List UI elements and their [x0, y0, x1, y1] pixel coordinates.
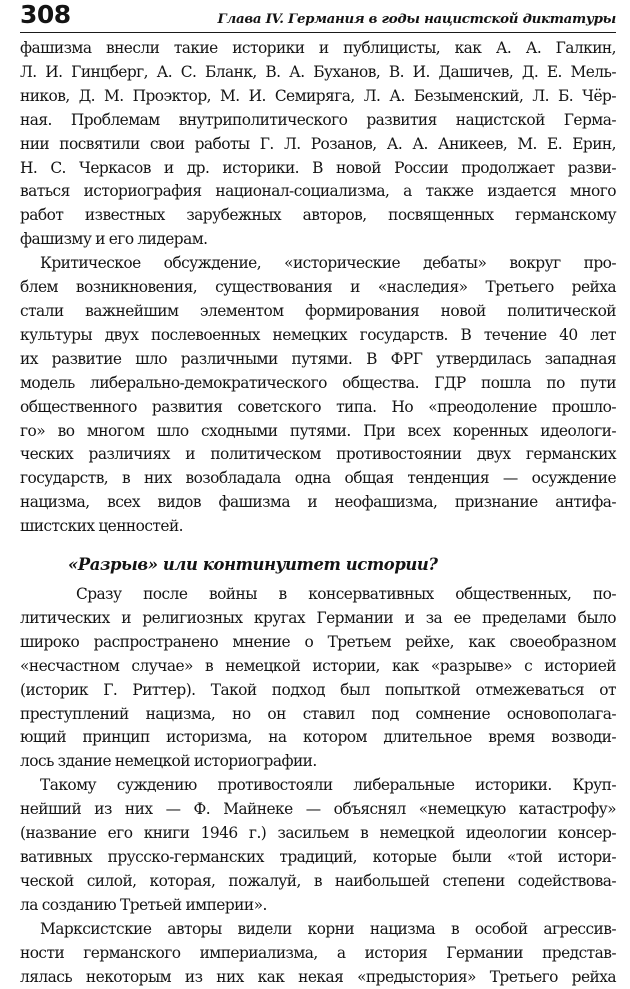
- page-header: [20, 0, 616, 33]
- text-line: «несчастном случае» в немецкой истории, как «разрыве» с историей: [20, 656, 616, 675]
- running-title: Глава IV. Германия в годы нацистской диктатуры: [217, 11, 616, 27]
- text-line: (историк Г. Риттер). Такой подход был попыткой отмежеваться от: [20, 680, 616, 699]
- text-line: модель либерально-демократического общества. ГДР пошла по пути: [20, 373, 616, 392]
- text-line: вативных прусско-германских традиций, которые были «той истори-: [20, 848, 616, 866]
- text-line: Н. С. Черкасов и др. историки. В новой России продолжает разви-: [20, 158, 616, 177]
- text-line: ная. Проблемам внутриполитического развития нацистской Герма-: [20, 110, 616, 129]
- text-line: Критическое обсуждение, «исторические дебаты» вокруг про-: [40, 254, 616, 273]
- text-line: блем возникновения, существования и «наследия» Третьего рейха: [20, 278, 616, 297]
- text-line: преступлений нацизма, но он ставил под сомнение основополага-: [20, 704, 616, 723]
- text-line: лялась некоторым из них как некая «предыстория» Третьего рейха: [20, 967, 616, 986]
- text-line: ников, Д. М. Проэктор, М. И. Семиряга, Л. А. Безыменский, Л. Б. Чёр-: [20, 86, 616, 105]
- page-body: [20, 37, 616, 989]
- page-number: 308: [20, 0, 71, 29]
- paragraph: [20, 583, 616, 774]
- text-line: фашизму и его лидерам.: [20, 230, 208, 249]
- text-line: их развитие шло различными путями. В ФРГ утвердилась западная: [20, 349, 616, 368]
- text-line: работ известных зарубежных авторов, посвященных германскому: [20, 206, 616, 225]
- paragraph: [20, 252, 616, 539]
- text-line: ности германского империализма, а история Германии представ-: [20, 943, 616, 962]
- text-line: нацизма, всех видов фашизма и неофашизма, признание антифа-: [20, 493, 616, 512]
- paragraph: [20, 918, 616, 989]
- text-line: культуры двух послевоенных немецких государств. В течение 40 лет: [20, 325, 616, 344]
- text-line: Л. И. Гинцберг, А. С. Бланк, В. А. Буханов, В. И. Дашичев, Д. Е. Мель-: [20, 62, 616, 81]
- text-line: ющий принцип историзма, на котором длительное время возводи-: [20, 728, 616, 747]
- text-line: лось здание немецкой историографии.: [20, 752, 317, 771]
- text-line: ческих различиях и политическом противостоянии двух германских: [20, 445, 616, 464]
- text-line: государств, в них возобладала одна общая тенденция — осуждение: [20, 469, 616, 488]
- text-line: шистских ценностей.: [20, 517, 183, 536]
- text-line: (название его книги 1946 г.) засильем в немецкой идеологии консер-: [20, 824, 616, 843]
- paragraph: [20, 774, 616, 917]
- text-line: Сразу после войны в консервативных общественных, по-: [76, 585, 616, 604]
- text-line: нии посвятили свои работы Г. Л. Розанов, А. А. Аникеев, М. Е. Ерин,: [20, 134, 616, 153]
- text-line: Марксистские авторы видели корни нацизма в особой агрессив-: [40, 919, 616, 938]
- text-line: стали важнейшим элементом формирования новой политической: [20, 301, 616, 320]
- text-line: ваться историография национал-социализма, а также издается много: [20, 182, 616, 201]
- section-heading: «Разрыв» или континуитет истории?: [68, 555, 438, 575]
- text-line: литических и религиозных кругах Германии и за ее пределами было: [20, 608, 616, 627]
- text-line: общественного развития советского типа. Но «преодоление прошло-: [20, 397, 616, 416]
- paragraph: [20, 37, 616, 252]
- text-line: Такому суждению противостояли либеральные историки. Круп-: [40, 776, 616, 795]
- text-line: го» во многом шло сходными путями. При всех коренных идеологи-: [20, 421, 616, 440]
- text-line: фашизма внесли такие историки и публицисты, как А. А. Галкин,: [20, 39, 616, 57]
- text-line: ла созданию Третьей империи».: [20, 895, 267, 914]
- text-line: широко распространено мнение о Третьем рейхе, как своеобразном: [20, 632, 616, 651]
- text-line: ческой силой, которая, пожалуй, в наибольшей степени содействова-: [20, 871, 616, 890]
- text-line: нейший из них — Ф. Майнеке — объяснял «немецкую катастрофу»: [20, 800, 616, 819]
